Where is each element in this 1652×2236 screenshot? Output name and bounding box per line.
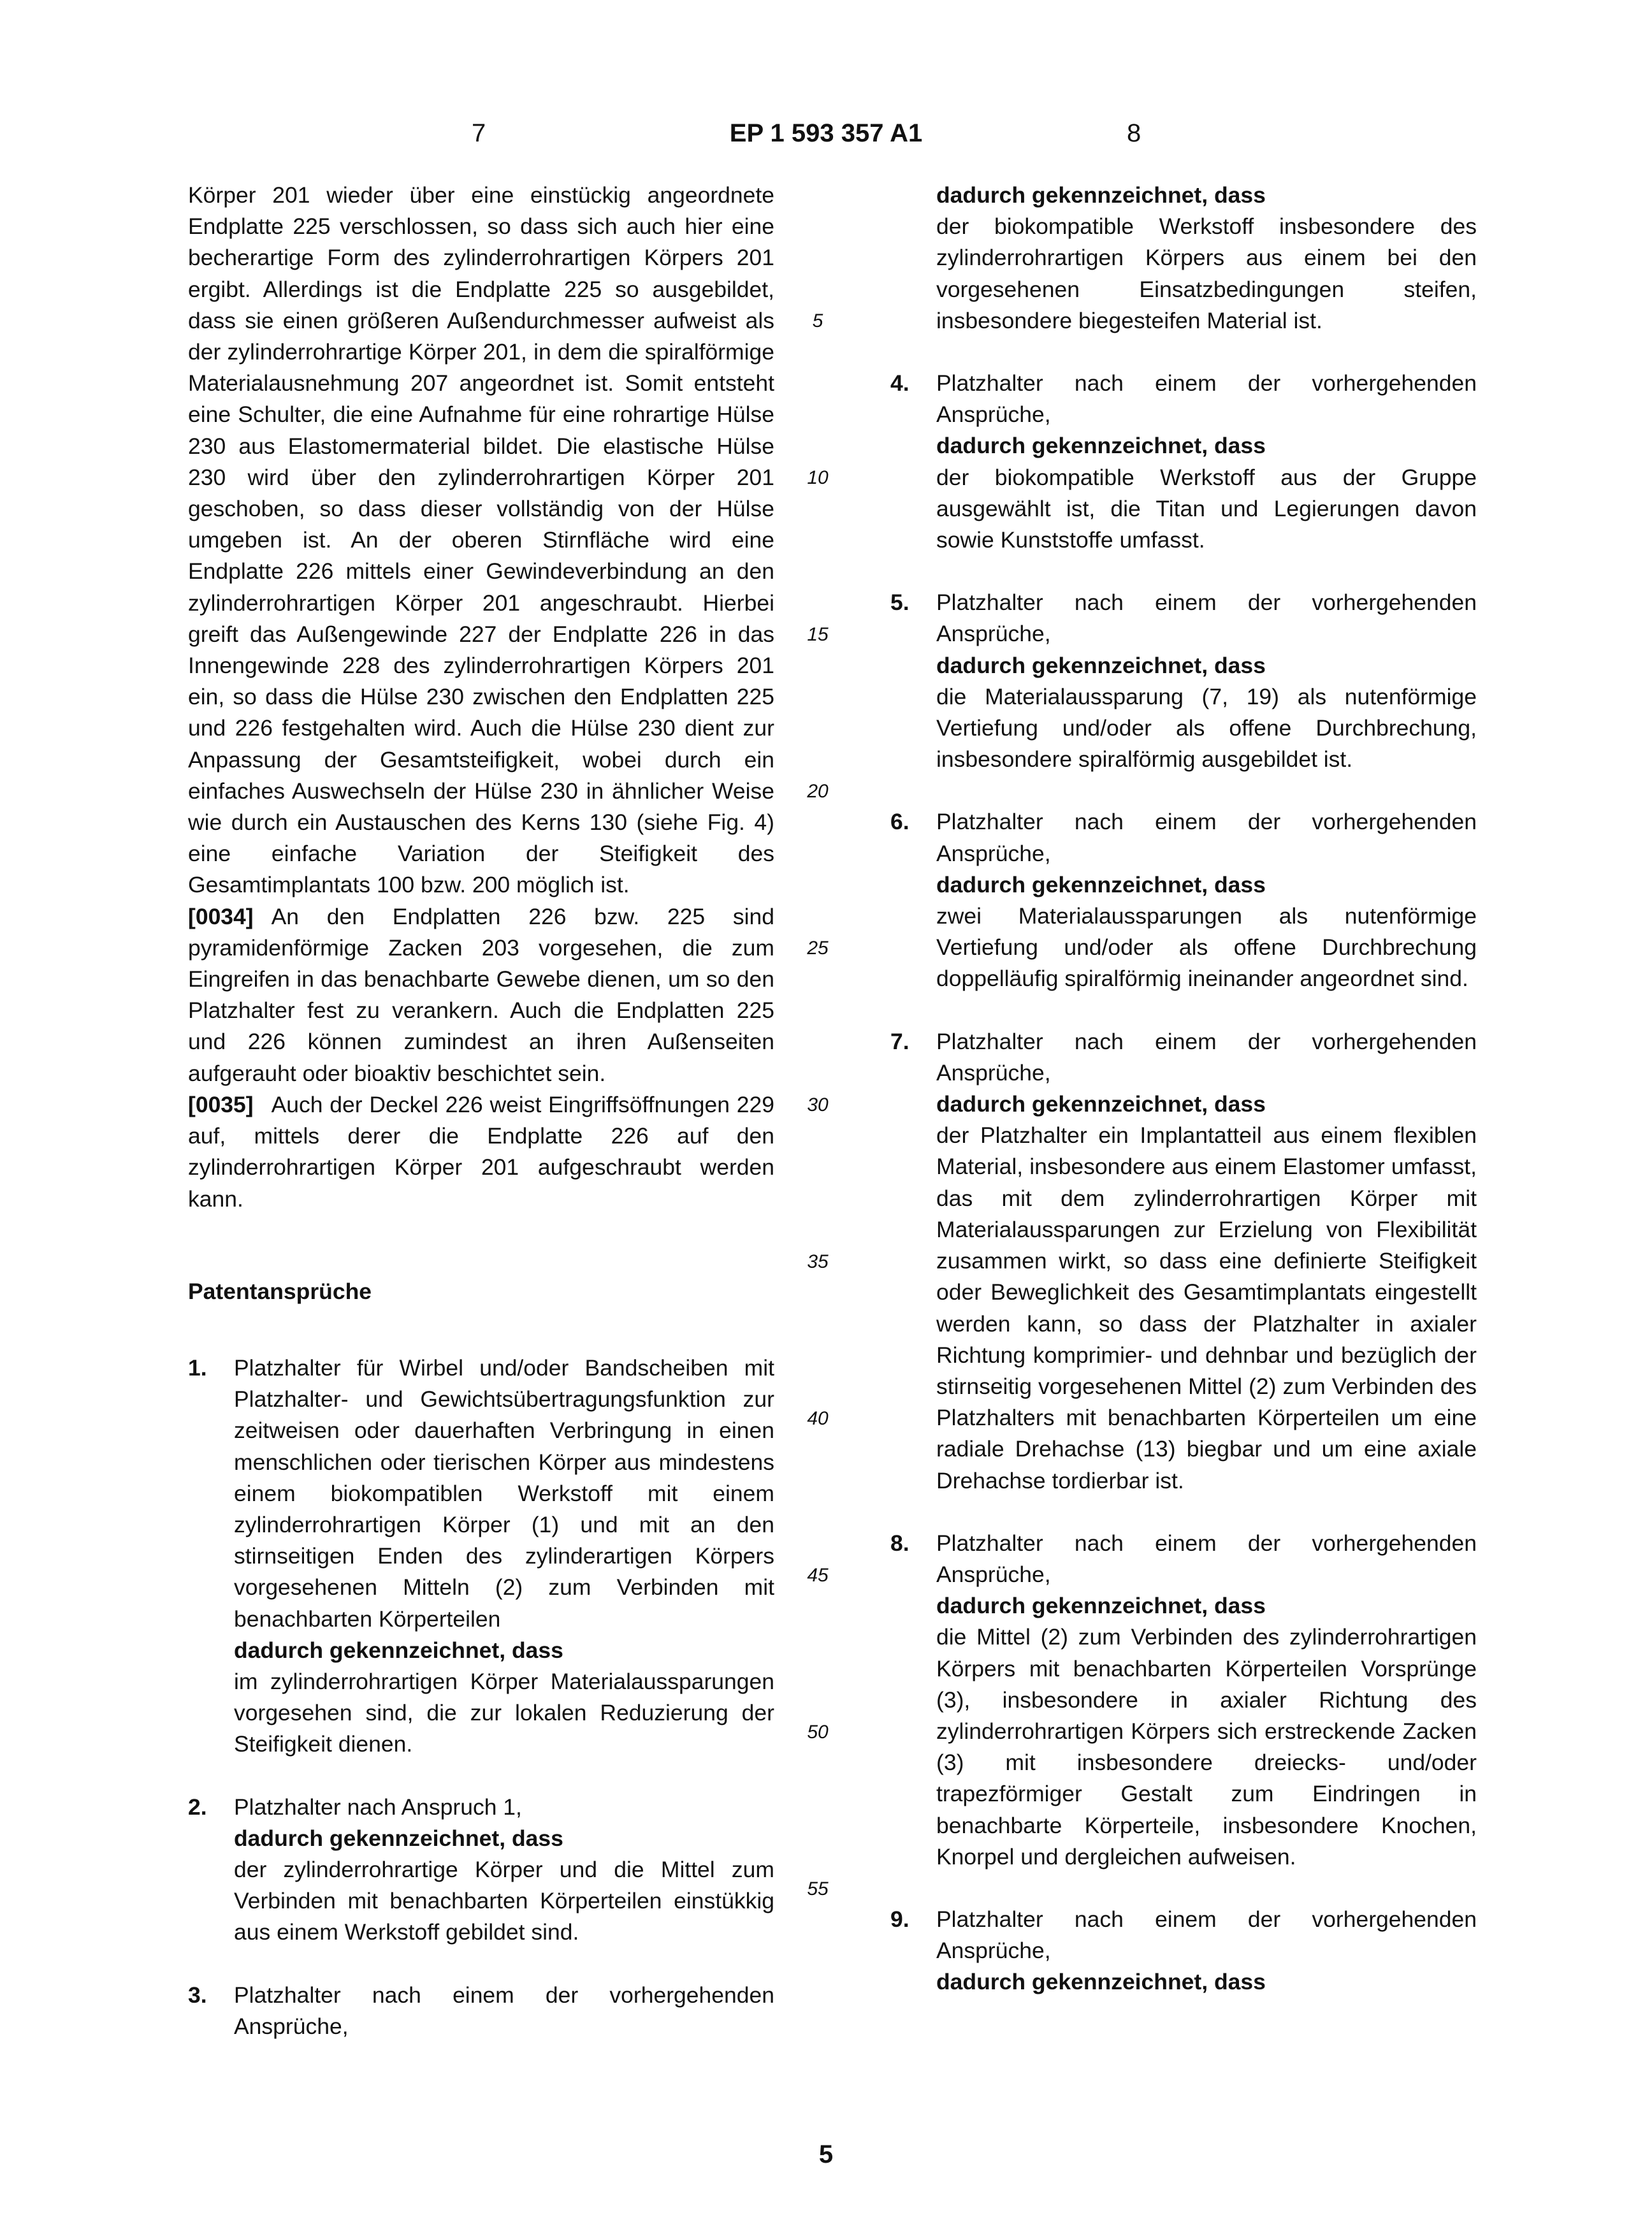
paragraph-number: [0034] — [188, 903, 254, 929]
claim-body: die Materialaussparung (7, 19) als nutenförmige Vertiefung und/oder als offene Durchbrechung, insbesondere spiralförmig ausgebildet ist. — [936, 683, 1477, 773]
claim-number: 6. — [890, 809, 909, 835]
claim-body: die Mittel (2) zum Verbinden des zylinderrohrartigen Körpers mit benachbarten Körperteilen Vorsprünge (3), insbesondere in axialer Richtung des zylinderrohrartigen Körpers sich erstreckende Zacken (3) mit insbesondere dreiecks- und/oder trapezförmiger Gestalt zum Eindringen in benachbarte Körperteile, insbesondere Knochen, Knorpel und dergleichen aufweisen. — [936, 1624, 1477, 1869]
claim-number: 8. — [890, 1530, 909, 1556]
claim-characterizing-phrase: dadurch gekennzeichnet, dass — [936, 433, 1266, 459]
document-id: EP 1 593 357 A1 — [729, 119, 923, 147]
claim-characterizing-phrase: dadurch gekennzeichnet, dass — [936, 182, 1266, 208]
paragraph-continued: Körper 201 wieder über eine einstückig angeordnete Endplatte 225 verschlossen, so dass sich auch hier eine becherartige Form des zylinderrohrartigen Körpers 201 ergibt. Allerdings ist die Endplatte 225 so ausgebildet, dass sie einen größeren Außendurchmesser aufweist als der zylinderrohrartige Körper 201, in dem die spiralförmige Materialausnehmung 207 angeordnet ist. Somit entsteht eine Schulter, die eine Aufnahme für eine rohrartige Hülse 230 aus Elastomermaterial bildet. Die elastische Hülse 230 wird über den zylinderrohrartigen Körper 201 geschoben, so dass dieser vollständig von der Hülse umgeben ist. An der oberen Stirnfläche wird eine Endplatte 226 mittels einer Gewindeverbindung an den zylinderrohrartigen Körper 201 angeschraubt. Hierbei greift das Außengewinde 227 der Endplatte 226 in das Innengewinde 228 des zylinderrohrartigen Körpers 201 ein, so dass die Hülse 230 zwischen den Endplatten 225 und 226 festgehalten wird. Auch die Hülse 230 dient zur Anpassung der Gesamtsteifigkeit, wobei durch ein einfaches Auswechseln der Hülse 230 in ähnlicher Weise wie durch ein Austauschen des Kerns 130 (siehe Fig. 4) eine einfache Variation der Steifigkeit des Gesamtimplantats 100 bzw. 200 möglich ist. — [188, 182, 774, 898]
paragraph-text: An den Endplatten 226 bzw. 225 sind pyramidenförmige Zacken 203 vorgesehen, die zum Eingreifen in das benachbarte Gewebe dienen, um so den Platzhalter fest zu verankern. Auch die Endplatten 225 und 226 können zumindest an ihren Außenseiten aufgerauht oder bioaktiv beschichtet sein. — [188, 903, 774, 1086]
claim-intro: Platzhalter nach einem der vorhergehenden Ansprüche, — [936, 809, 1477, 866]
claim-6 — [890, 806, 1477, 994]
claim-5 — [890, 587, 1477, 775]
claim-3 — [188, 1980, 774, 2042]
line-number: 30 — [807, 1094, 829, 1115]
claim-2 — [188, 1792, 774, 1949]
claim-number: 7. — [890, 1028, 909, 1054]
line-number: 55 — [807, 1878, 829, 1899]
paragraph-0034 — [188, 901, 774, 1089]
paragraph-number: [0035] — [188, 1091, 254, 1117]
line-number: 15 — [807, 624, 829, 645]
claim-body: zwei Materialaussparungen als nutenförmige Vertiefung und/oder als offene Durchbrechung doppelläufig spiralförmig ineinander angeordnet sind. — [936, 903, 1477, 992]
claim-4 — [890, 368, 1477, 556]
line-number: 25 — [807, 938, 829, 959]
claim-characterizing-phrase: dadurch gekennzeichnet, dass — [936, 871, 1266, 897]
left-page-number: 7 — [472, 119, 486, 147]
paragraph-0035 — [188, 1089, 774, 1215]
claim-body: im zylinderrohrartigen Körper Materialaussparungen vorgesehen sind, die zur lokalen Reduzierung der Steifigkeit dienen. — [234, 1668, 774, 1757]
right-page-number: 8 — [1127, 119, 1141, 147]
claim-intro: Platzhalter nach einem der vorhergehenden Ansprüche, — [936, 370, 1477, 428]
claim-body: der biokompatible Werkstoff insbesondere des zylinderrohrartigen Körpers aus einem bei den vorgesehenen Einsatzbedingungen steifen, insbesondere biegesteifen Material ist. — [936, 214, 1477, 333]
claim-number: 2. — [188, 1794, 207, 1820]
line-number: 45 — [807, 1565, 829, 1586]
claim-characterizing-phrase: dadurch gekennzeichnet, dass — [234, 1637, 563, 1663]
line-number: 40 — [807, 1408, 829, 1429]
claim-intro: Platzhalter nach Anspruch 1, — [234, 1794, 522, 1820]
line-number: 35 — [807, 1251, 829, 1272]
claim-characterizing-phrase: dadurch gekennzeichnet, dass — [234, 1825, 563, 1851]
claim-intro: Platzhalter nach einem der vorhergehenden Ansprüche, — [936, 1028, 1477, 1085]
claim-number: 4. — [890, 370, 909, 396]
claim-intro: Platzhalter für Wirbel und/oder Bandscheiben mit Platzhalter- und Gewichtsübertragungsfunktion zur zeitweisen oder dauerhaften Verbringung in einen menschlichen oder tierischen Körper aus mindestens einem biokompatiblen Werkstoff mit einem zylinderrohrartigen Körper (1) und mit an den stirnseitigen Enden des zylinderartigen Körpers vorgesehenen Mitteln (2) zum Verbinden mit benachbarten Körperteilen — [234, 1354, 774, 1632]
paragraph-text: Auch der Deckel 226 weist Eingriffsöffnungen 229 auf, mittels derer die Endplatte 226 auf den zylinderrohrartigen Körper 201 aufgeschraubt werden kann. — [188, 1091, 774, 1212]
line-number: 20 — [807, 781, 829, 802]
claim-3-continuation — [890, 180, 1477, 337]
claim-characterizing-phrase: dadurch gekennzeichnet, dass — [936, 1593, 1266, 1619]
claim-intro: Platzhalter nach einem der vorhergehenden Ansprüche, — [234, 1982, 774, 2039]
claim-body: der zylinderrohrartige Körper und die Mittel zum Verbinden mit benachbarten Körperteilen einstükkig aus einem Werkstoff gebildet sind. — [234, 1856, 774, 1945]
claim-number: 3. — [188, 1982, 207, 2008]
line-number: 10 — [807, 467, 829, 488]
claim-intro: Platzhalter nach einem der vorhergehenden Ansprüche, — [936, 1530, 1477, 1587]
claim-1 — [188, 1353, 774, 1760]
claim-body: der biokompatible Werkstoff aus der Gruppe ausgewählt ist, die Titan und Legierungen davon sowie Kunststoffe umfasst. — [936, 464, 1477, 553]
line-number: 5 — [812, 310, 823, 331]
claim-characterizing-phrase: dadurch gekennzeichnet, dass — [936, 652, 1266, 678]
claim-intro: Platzhalter nach einem der vorhergehenden Ansprüche, — [936, 590, 1477, 647]
left-column — [188, 180, 774, 2073]
section-title: Patentansprüche — [188, 1278, 372, 1304]
claim-number: 9. — [890, 1906, 909, 1932]
claim-8 — [890, 1528, 1477, 1873]
claim-intro: Platzhalter nach einem der vorhergehenden Ansprüche, — [936, 1906, 1477, 1964]
footer-page-number: 5 — [818, 2140, 834, 2168]
claim-characterizing-phrase: dadurch gekennzeichnet, dass — [936, 1969, 1266, 1995]
claim-7 — [890, 1026, 1477, 1497]
line-number: 50 — [807, 1722, 829, 1743]
right-column — [890, 180, 1477, 2029]
claim-9 — [890, 1904, 1477, 1998]
claim-number: 1. — [188, 1354, 207, 1381]
claim-number: 5. — [890, 590, 909, 616]
claim-body: der Platzhalter ein Implantatteil aus einem flexiblen Material, insbesondere aus einem Elastomer umfasst, das mit dem zylinderrohrartigen Körper mit Materialaussparungen zur Erzielung von Flexibilität zusammen wirkt, so dass eine definierte Steifigkeit oder Beweglichkeit des Gesamtimplantats eingestellt werden kann, so dass der Platzhalter in axialer Richtung komprimier- und dehnbar und bezüglich der stirnseitig vorgesehenen Mittel (2) zum Verbinden des Platzhalters mit benachbarten Körperteilen um eine radiale Drehachse (13) biegbar und um eine axiale Drehachse tordierbar ist. — [936, 1122, 1477, 1493]
claim-characterizing-phrase: dadurch gekennzeichnet, dass — [936, 1091, 1266, 1117]
